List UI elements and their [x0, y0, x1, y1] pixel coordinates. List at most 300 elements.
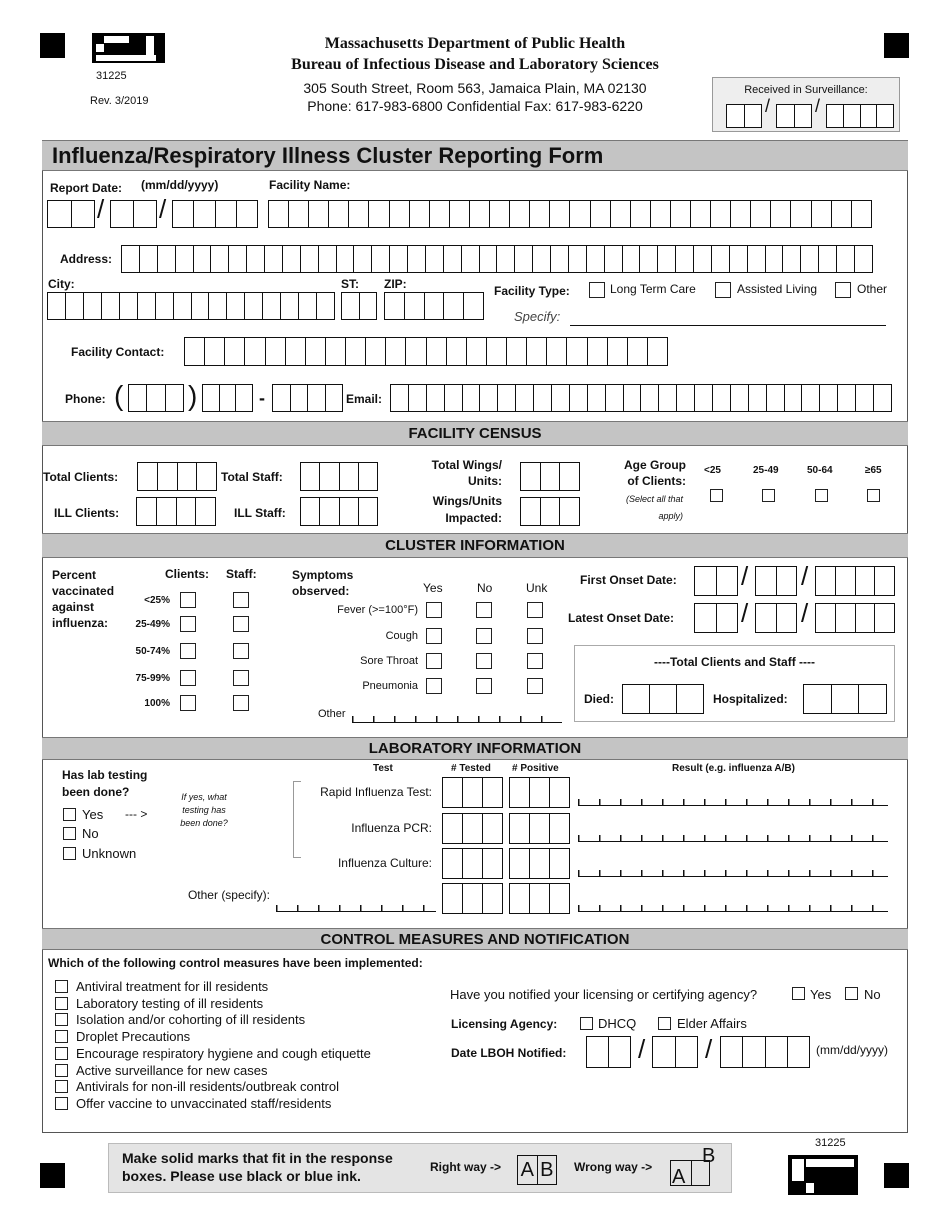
first-onset-day[interactable] [755, 566, 797, 596]
char-cell[interactable] [463, 884, 483, 913]
tested-count-input[interactable] [442, 883, 503, 914]
char-cell[interactable] [329, 201, 349, 227]
char-cell[interactable] [266, 338, 286, 365]
char-cell[interactable] [483, 884, 502, 913]
long-term-care-checkbox[interactable] [589, 282, 605, 298]
control-measure-checkbox[interactable] [55, 1013, 68, 1026]
char-cell[interactable] [717, 567, 738, 595]
char-cell[interactable] [677, 685, 703, 713]
char-cell[interactable] [359, 498, 377, 525]
char-cell[interactable] [507, 338, 527, 365]
char-cell[interactable] [72, 201, 95, 227]
assisted-living-checkbox[interactable] [715, 282, 731, 298]
char-cell[interactable] [111, 201, 134, 227]
control-measure-checkbox[interactable] [55, 1047, 68, 1060]
char-cell[interactable] [628, 338, 648, 365]
char-cell[interactable] [185, 338, 205, 365]
char-cell[interactable] [229, 246, 247, 272]
char-cell[interactable] [194, 201, 215, 227]
char-cell[interactable] [263, 293, 281, 319]
wings-impacted-input[interactable] [520, 497, 580, 526]
char-cell[interactable] [530, 849, 550, 878]
char-cell[interactable] [174, 293, 192, 319]
char-cell[interactable] [385, 293, 405, 319]
char-cell[interactable] [308, 385, 326, 411]
char-cell[interactable] [694, 246, 712, 272]
char-cell[interactable] [48, 293, 66, 319]
char-cell[interactable] [777, 105, 795, 127]
char-cell[interactable] [372, 246, 390, 272]
char-cell[interactable] [777, 567, 797, 595]
char-cell[interactable] [766, 246, 784, 272]
pct-clients-checkbox[interactable] [180, 670, 196, 686]
char-cell[interactable] [102, 293, 120, 319]
char-cell[interactable] [861, 105, 878, 127]
received-year[interactable] [826, 104, 894, 128]
char-cell[interactable] [588, 338, 608, 365]
char-cell[interactable] [463, 814, 483, 843]
result-input[interactable] [578, 835, 888, 842]
positive-count-input[interactable] [509, 777, 570, 808]
char-cell[interactable] [788, 1037, 809, 1067]
char-cell[interactable] [483, 778, 502, 807]
char-cell[interactable] [623, 246, 641, 272]
notified-no-checkbox[interactable] [845, 987, 858, 1000]
char-cell[interactable] [320, 463, 339, 490]
char-cell[interactable] [369, 201, 389, 227]
char-cell[interactable] [651, 201, 671, 227]
char-cell[interactable] [158, 463, 178, 490]
char-cell[interactable] [587, 246, 605, 272]
first-onset-year[interactable] [815, 566, 895, 596]
char-cell[interactable] [766, 1037, 788, 1067]
control-measure-checkbox[interactable] [55, 997, 68, 1010]
pct-clients-checkbox[interactable] [180, 695, 196, 711]
char-cell[interactable] [289, 201, 309, 227]
char-cell[interactable] [137, 498, 157, 525]
char-cell[interactable] [283, 246, 301, 272]
char-cell[interactable] [541, 463, 561, 490]
char-cell[interactable] [550, 884, 569, 913]
char-cell[interactable] [129, 385, 147, 411]
char-cell[interactable] [443, 778, 463, 807]
char-cell[interactable] [192, 293, 210, 319]
char-cell[interactable] [299, 293, 317, 319]
phone-line[interactable] [272, 384, 343, 412]
char-cell[interactable] [541, 498, 561, 525]
email-input[interactable] [390, 384, 892, 412]
lab-yes-checkbox[interactable] [63, 808, 76, 821]
char-cell[interactable] [695, 385, 713, 411]
char-cell[interactable] [138, 463, 158, 490]
char-cell[interactable] [611, 201, 631, 227]
char-cell[interactable] [751, 201, 771, 227]
char-cell[interactable] [802, 385, 820, 411]
report-day[interactable] [110, 200, 157, 228]
pct-staff-checkbox[interactable] [233, 695, 249, 711]
char-cell[interactable] [236, 385, 252, 411]
char-cell[interactable] [550, 201, 570, 227]
tested-count-input[interactable] [442, 813, 503, 844]
char-cell[interactable] [444, 246, 462, 272]
char-cell[interactable] [203, 385, 220, 411]
char-cell[interactable] [209, 293, 227, 319]
char-cell[interactable] [360, 293, 377, 319]
char-cell[interactable] [425, 293, 445, 319]
char-cell[interactable] [570, 201, 590, 227]
symptom-no-checkbox[interactable] [476, 678, 492, 694]
char-cell[interactable] [410, 201, 430, 227]
char-cell[interactable] [827, 105, 844, 127]
ill-staff-input[interactable] [300, 497, 378, 526]
pct-staff-checkbox[interactable] [233, 616, 249, 632]
char-cell[interactable] [641, 385, 659, 411]
char-cell[interactable] [791, 201, 811, 227]
char-cell[interactable] [408, 246, 426, 272]
symptom-no-checkbox[interactable] [476, 628, 492, 644]
positive-count-input[interactable] [509, 813, 570, 844]
char-cell[interactable] [225, 338, 245, 365]
char-cell[interactable] [406, 338, 426, 365]
positive-count-input[interactable] [509, 848, 570, 879]
elder-affairs-checkbox[interactable] [658, 1017, 671, 1030]
char-cell[interactable] [156, 293, 174, 319]
char-cell[interactable] [510, 884, 530, 913]
char-cell[interactable] [273, 385, 291, 411]
other-test-input[interactable] [276, 905, 436, 912]
pct-staff-checkbox[interactable] [233, 670, 249, 686]
char-cell[interactable] [771, 201, 791, 227]
char-cell[interactable] [470, 201, 490, 227]
char-cell[interactable] [748, 246, 766, 272]
char-cell[interactable] [301, 498, 320, 525]
facility-name-input[interactable] [268, 200, 872, 228]
char-cell[interactable] [447, 338, 467, 365]
pct-clients-checkbox[interactable] [180, 643, 196, 659]
char-cell[interactable] [84, 293, 102, 319]
char-cell[interactable] [483, 849, 502, 878]
char-cell[interactable] [837, 246, 855, 272]
char-cell[interactable] [801, 246, 819, 272]
zip-input[interactable] [384, 292, 484, 320]
result-input[interactable] [578, 799, 888, 806]
char-cell[interactable] [66, 293, 84, 319]
char-cell[interactable] [166, 385, 183, 411]
dhcq-checkbox[interactable] [580, 1017, 593, 1030]
char-cell[interactable] [269, 201, 289, 227]
char-cell[interactable] [533, 246, 551, 272]
control-measure-checkbox[interactable] [55, 1097, 68, 1110]
char-cell[interactable] [550, 778, 569, 807]
positive-count-input[interactable] [509, 883, 570, 914]
char-cell[interactable] [510, 814, 530, 843]
char-cell[interactable] [140, 246, 158, 272]
char-cell[interactable] [820, 385, 838, 411]
lab-no-checkbox[interactable] [63, 827, 76, 840]
char-cell[interactable] [804, 685, 832, 713]
char-cell[interactable] [695, 567, 717, 595]
char-cell[interactable] [875, 567, 894, 595]
char-cell[interactable] [653, 1037, 676, 1067]
char-cell[interactable] [875, 604, 894, 632]
symptom-yes-checkbox[interactable] [426, 653, 442, 669]
char-cell[interactable] [838, 385, 856, 411]
char-cell[interactable] [743, 1037, 765, 1067]
city-input[interactable] [47, 292, 335, 320]
notified-yes-checkbox[interactable] [792, 987, 805, 1000]
pct-staff-checkbox[interactable] [233, 643, 249, 659]
char-cell[interactable] [510, 201, 530, 227]
char-cell[interactable] [527, 338, 547, 365]
lboh-month[interactable] [586, 1036, 631, 1068]
char-cell[interactable] [785, 385, 803, 411]
char-cell[interactable] [134, 201, 156, 227]
char-cell[interactable] [405, 293, 425, 319]
char-cell[interactable] [490, 201, 510, 227]
char-cell[interactable] [819, 246, 837, 272]
char-cell[interactable] [443, 814, 463, 843]
char-cell[interactable] [237, 201, 257, 227]
received-month[interactable] [726, 104, 762, 128]
latest-onset-day[interactable] [755, 603, 797, 633]
char-cell[interactable] [281, 293, 299, 319]
char-cell[interactable] [443, 849, 463, 878]
control-measure-checkbox[interactable] [55, 980, 68, 993]
char-cell[interactable] [510, 849, 530, 878]
char-cell[interactable] [624, 385, 642, 411]
total-staff-input[interactable] [300, 462, 378, 491]
lboh-year[interactable] [720, 1036, 810, 1068]
char-cell[interactable] [245, 293, 263, 319]
symptom-unk-checkbox[interactable] [527, 628, 543, 644]
char-cell[interactable] [286, 338, 306, 365]
specify-input[interactable] [570, 325, 886, 326]
symptom-yes-checkbox[interactable] [426, 628, 442, 644]
char-cell[interactable] [320, 498, 339, 525]
age-50-64-checkbox[interactable] [815, 489, 828, 502]
char-cell[interactable] [749, 385, 767, 411]
tested-count-input[interactable] [442, 777, 503, 808]
pct-staff-checkbox[interactable] [233, 592, 249, 608]
symptom-unk-checkbox[interactable] [527, 653, 543, 669]
char-cell[interactable] [567, 338, 587, 365]
char-cell[interactable] [138, 293, 156, 319]
char-cell[interactable] [877, 105, 893, 127]
char-cell[interactable] [386, 338, 406, 365]
char-cell[interactable] [550, 814, 569, 843]
lboh-day[interactable] [652, 1036, 698, 1068]
char-cell[interactable] [691, 201, 711, 227]
pct-clients-checkbox[interactable] [180, 616, 196, 632]
char-cell[interactable] [676, 246, 694, 272]
char-cell[interactable] [745, 105, 762, 127]
char-cell[interactable] [677, 385, 695, 411]
char-cell[interactable] [359, 463, 377, 490]
char-cell[interactable] [530, 884, 550, 913]
char-cell[interactable] [220, 385, 237, 411]
char-cell[interactable] [730, 246, 748, 272]
char-cell[interactable] [530, 778, 550, 807]
char-cell[interactable] [587, 1037, 609, 1067]
age-under25-checkbox[interactable] [710, 489, 723, 502]
char-cell[interactable] [717, 604, 738, 632]
char-cell[interactable] [196, 498, 215, 525]
char-cell[interactable] [498, 385, 516, 411]
char-cell[interactable] [463, 849, 483, 878]
symptom-yes-checkbox[interactable] [426, 602, 442, 618]
char-cell[interactable] [570, 385, 588, 411]
char-cell[interactable] [194, 246, 212, 272]
char-cell[interactable] [366, 338, 386, 365]
char-cell[interactable] [605, 246, 623, 272]
state-input[interactable] [341, 292, 377, 320]
char-cell[interactable] [487, 338, 507, 365]
char-cell[interactable] [795, 105, 812, 127]
char-cell[interactable] [521, 498, 541, 525]
char-cell[interactable] [856, 604, 876, 632]
control-measure-checkbox[interactable] [55, 1064, 68, 1077]
char-cell[interactable] [560, 463, 579, 490]
char-cell[interactable] [721, 1037, 743, 1067]
char-cell[interactable] [480, 246, 498, 272]
char-cell[interactable] [463, 778, 483, 807]
received-day[interactable] [776, 104, 812, 128]
lab-unknown-checkbox[interactable] [63, 847, 76, 860]
char-cell[interactable] [462, 246, 480, 272]
char-cell[interactable] [816, 604, 836, 632]
char-cell[interactable] [391, 385, 409, 411]
first-onset-month[interactable] [694, 566, 738, 596]
char-cell[interactable] [659, 385, 677, 411]
char-cell[interactable] [510, 778, 530, 807]
symptom-unk-checkbox[interactable] [527, 602, 543, 618]
char-cell[interactable] [483, 814, 502, 843]
char-cell[interactable] [211, 246, 229, 272]
char-cell[interactable] [306, 338, 326, 365]
result-input[interactable] [578, 870, 888, 877]
char-cell[interactable] [326, 338, 346, 365]
char-cell[interactable] [178, 463, 198, 490]
age-65plus-checkbox[interactable] [867, 489, 880, 502]
char-cell[interactable] [354, 246, 372, 272]
other-type-checkbox[interactable] [835, 282, 851, 298]
char-cell[interactable] [497, 246, 515, 272]
char-cell[interactable] [245, 338, 265, 365]
char-cell[interactable] [832, 201, 852, 227]
char-cell[interactable] [606, 385, 624, 411]
char-cell[interactable] [695, 604, 717, 632]
char-cell[interactable] [120, 293, 138, 319]
char-cell[interactable] [812, 201, 832, 227]
total-wings-input[interactable] [520, 462, 580, 491]
char-cell[interactable] [731, 385, 749, 411]
char-cell[interactable] [569, 246, 587, 272]
symptom-no-checkbox[interactable] [476, 602, 492, 618]
ill-clients-input[interactable] [136, 497, 216, 526]
char-cell[interactable] [265, 246, 283, 272]
died-input[interactable] [622, 684, 704, 714]
char-cell[interactable] [301, 246, 319, 272]
char-cell[interactable] [346, 338, 366, 365]
char-cell[interactable] [426, 246, 444, 272]
char-cell[interactable] [515, 246, 533, 272]
char-cell[interactable] [464, 293, 483, 319]
char-cell[interactable] [516, 385, 534, 411]
char-cell[interactable] [783, 246, 801, 272]
char-cell[interactable] [588, 385, 606, 411]
char-cell[interactable] [122, 246, 140, 272]
facility-contact-input[interactable] [184, 337, 668, 366]
char-cell[interactable] [291, 385, 309, 411]
char-cell[interactable] [530, 201, 550, 227]
char-cell[interactable] [711, 201, 731, 227]
phone-prefix[interactable] [202, 384, 253, 412]
char-cell[interactable] [177, 498, 197, 525]
char-cell[interactable] [337, 246, 355, 272]
char-cell[interactable] [534, 385, 552, 411]
hospitalized-input[interactable] [803, 684, 887, 714]
char-cell[interactable] [591, 201, 611, 227]
char-cell[interactable] [157, 498, 177, 525]
char-cell[interactable] [409, 385, 427, 411]
char-cell[interactable] [349, 201, 369, 227]
char-cell[interactable] [326, 385, 343, 411]
char-cell[interactable] [480, 385, 498, 411]
char-cell[interactable] [856, 385, 874, 411]
char-cell[interactable] [874, 385, 891, 411]
char-cell[interactable] [390, 246, 408, 272]
char-cell[interactable] [158, 246, 176, 272]
result-input[interactable] [578, 905, 888, 912]
char-cell[interactable] [550, 849, 569, 878]
control-measure-checkbox[interactable] [55, 1080, 68, 1093]
char-cell[interactable] [631, 201, 651, 227]
pct-clients-checkbox[interactable] [180, 592, 196, 608]
char-cell[interactable] [836, 604, 856, 632]
char-cell[interactable] [727, 105, 745, 127]
char-cell[interactable] [342, 293, 360, 319]
char-cell[interactable] [671, 201, 691, 227]
char-cell[interactable] [560, 498, 579, 525]
tested-count-input[interactable] [442, 848, 503, 879]
char-cell[interactable] [147, 385, 165, 411]
char-cell[interactable] [48, 201, 72, 227]
phone-area-code[interactable] [128, 384, 184, 412]
char-cell[interactable] [427, 338, 447, 365]
char-cell[interactable] [658, 246, 676, 272]
char-cell[interactable] [859, 685, 886, 713]
char-cell[interactable] [530, 814, 550, 843]
char-cell[interactable] [467, 338, 487, 365]
char-cell[interactable] [445, 385, 463, 411]
char-cell[interactable] [856, 567, 876, 595]
char-cell[interactable] [227, 293, 245, 319]
char-cell[interactable] [463, 385, 481, 411]
latest-onset-year[interactable] [815, 603, 895, 633]
char-cell[interactable] [640, 246, 658, 272]
char-cell[interactable] [650, 685, 677, 713]
latest-onset-month[interactable] [694, 603, 738, 633]
char-cell[interactable] [777, 604, 797, 632]
char-cell[interactable] [317, 293, 334, 319]
char-cell[interactable] [676, 1037, 698, 1067]
control-measure-checkbox[interactable] [55, 1030, 68, 1043]
char-cell[interactable] [756, 604, 777, 632]
char-cell[interactable] [551, 246, 569, 272]
char-cell[interactable] [427, 385, 445, 411]
char-cell[interactable] [443, 884, 463, 913]
char-cell[interactable] [247, 246, 265, 272]
